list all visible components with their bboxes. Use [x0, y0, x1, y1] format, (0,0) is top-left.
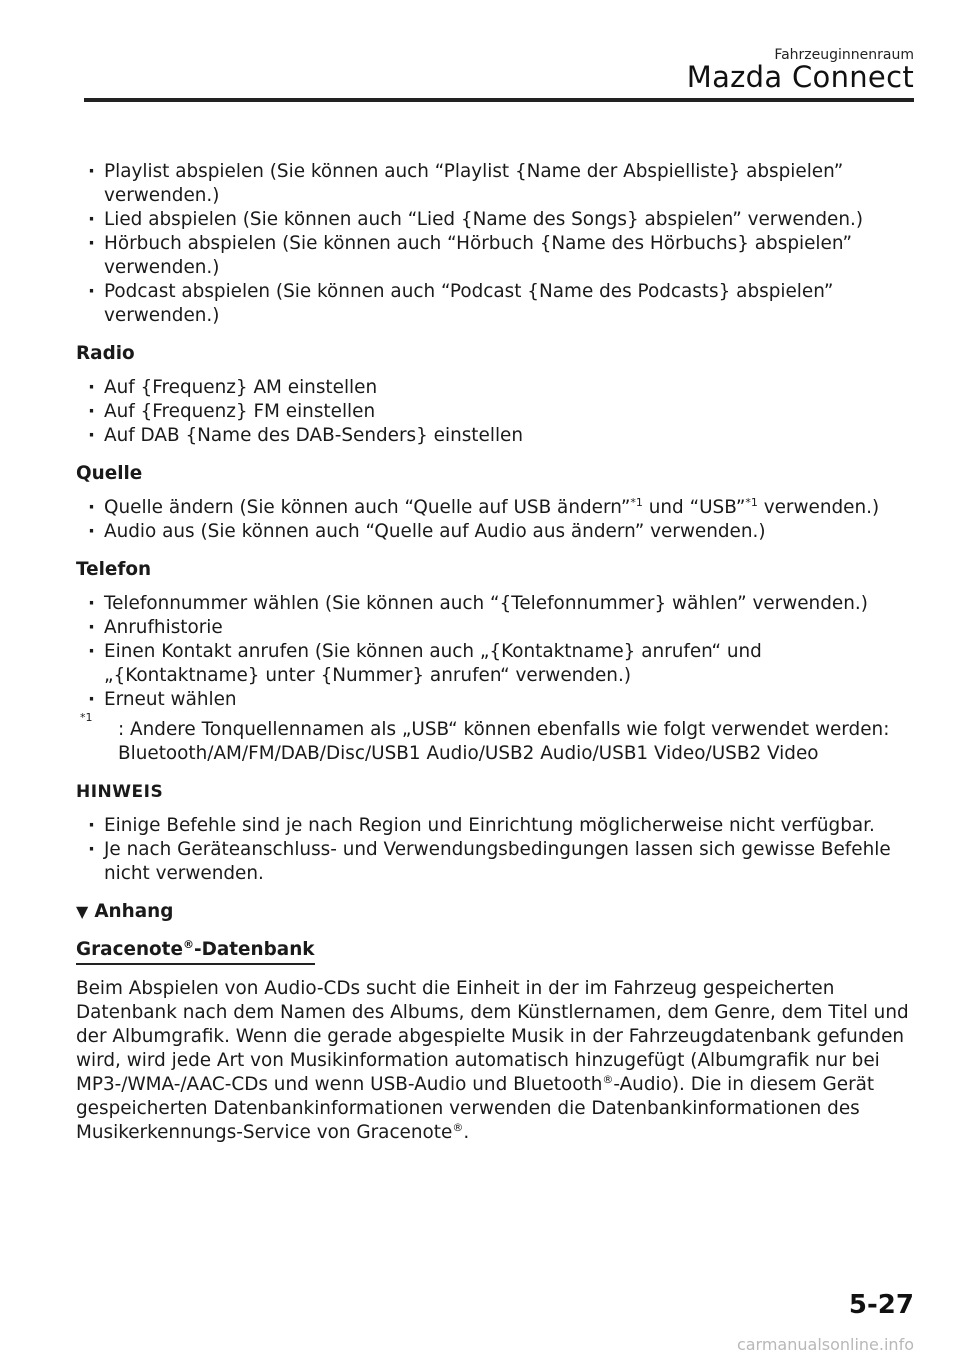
gracenote-heading-suffix: -Datenbank: [193, 939, 315, 960]
registered-mark: ®: [182, 937, 194, 951]
hinweis-list: [76, 814, 921, 886]
paragraph-text-c: .: [463, 1122, 470, 1143]
section-label: Fahrzeuginnenraum: [774, 47, 914, 63]
telefon-command-list: [76, 592, 921, 712]
footnote: *1 : Andere Tonquellennamen als „USB“ können ebenfalls wie folgt verwendet werden: Bluetooth/AM/FM/DAB/Disc/USB1 Audio/USB2 Audio/USB1 Video/USB2 Video: [80, 711, 890, 764]
quelle-item-text-b: und “USB”: [642, 497, 746, 518]
quelle-item-text-c: verwenden.): [757, 497, 880, 518]
page-content: [76, 160, 921, 1145]
list-item: · Playlist abspielen (Sie können auch “Playlist {Name der Abspielliste} abspielen” verwenden.): [76, 160, 921, 208]
list-item: · Auf {Frequenz} FM einstellen: [76, 400, 921, 424]
triangle-down-icon: ▼: [76, 902, 89, 921]
page-number: 5-27: [848, 1290, 914, 1320]
anhang-title: Anhang: [94, 901, 174, 922]
gracenote-heading: [76, 938, 315, 965]
gracenote-paragraph: [76, 977, 921, 1145]
list-item: · Auf {Frequenz} AM einstellen: [76, 376, 921, 400]
paragraph-text-a: Beim Abspielen von Audio-CDs sucht die Einheit in der im Fahrzeug gespeicherten Datenbank nach dem Namen des Albums, dem Künstlernamen, dem Genre, dem Titel und der Albumgrafik. Wenn die gerade abgespielte Musik in der Fahrzeugdatenbank gefunden wird, wird jede Art von Musikinformation automatisch hinzugefügt (Albumgrafik nur bei MP3-/WMA-/AAC-CDs und wenn USB-Audio und Bluetooth: [76, 978, 909, 1095]
media-command-list: [76, 160, 921, 328]
list-item: · Erneut wählen: [76, 688, 921, 712]
list-item: · Telefonnummer wählen (Sie können auch “{Telefonnummer} wählen” verwenden.): [76, 592, 921, 616]
hinweis-heading: HINWEIS: [76, 782, 164, 802]
quelle-command-list: [76, 496, 921, 544]
list-item: · Lied abspielen (Sie können auch “Lied {Name des Songs} abspielen” verwenden.): [76, 208, 921, 232]
quelle-heading: Quelle: [76, 463, 143, 484]
registered-mark: ®: [452, 1120, 464, 1134]
list-item: · Podcast abspielen (Sie können auch “Podcast {Name des Podcasts} abspielen” verwenden.): [76, 280, 921, 328]
list-item: [76, 496, 921, 520]
radio-command-list: [76, 376, 921, 448]
anhang-heading: [76, 900, 921, 924]
registered-mark: ®: [602, 1072, 614, 1086]
watermark: carmanualsonline.info: [736, 1335, 914, 1354]
footnote-ref: *1: [630, 495, 643, 509]
telefon-heading: Telefon: [76, 559, 152, 580]
gracenote-heading-text: Gracenote: [76, 939, 183, 960]
footnote-text: : Andere Tonquellennamen als „USB“ können ebenfalls wie folgt verwendet werden: Bluetooth/AM/FM/DAB/Disc/USB1 Audio/USB2 Audio/USB1 Video/USB2 Video: [118, 719, 890, 764]
list-item: · Einen Kontakt anrufen (Sie können auch „{Kontaktname} anrufen“ und „{Kontaktname} unter {Nummer} anrufen“ verwenden.): [76, 640, 921, 688]
list-item: · Je nach Geräteanschluss- und Verwendungsbedingungen lassen sich gewisse Befehle nicht verwenden.: [76, 838, 921, 886]
footnote-ref: *1: [745, 495, 758, 509]
quelle-item-text-a: Quelle ändern (Sie können auch “Quelle auf USB ändern”: [104, 497, 631, 518]
page-title: Mazda Connect: [686, 60, 914, 94]
paragraph-text-b: -Audio). Die in diesem Gerät gespeicherten Datenbankinformationen verwenden die Datenbankinformationen des Musikerkennungs-Service von Gracenote: [76, 1074, 875, 1143]
list-item: · Audio aus (Sie können auch “Quelle auf Audio aus ändern” verwenden.): [76, 520, 921, 544]
header-divider: [84, 98, 914, 102]
list-item: · Hörbuch abspielen (Sie können auch “Hörbuch {Name des Hörbuchs} abspielen” verwenden.): [76, 232, 921, 280]
list-item: · Einige Befehle sind je nach Region und Einrichtung möglicherweise nicht verfügbar.: [76, 814, 921, 838]
list-item: · Auf DAB {Name des DAB-Senders} einstellen: [76, 424, 921, 448]
radio-heading: Radio: [76, 343, 135, 364]
list-item: · Anrufhistorie: [76, 616, 921, 640]
